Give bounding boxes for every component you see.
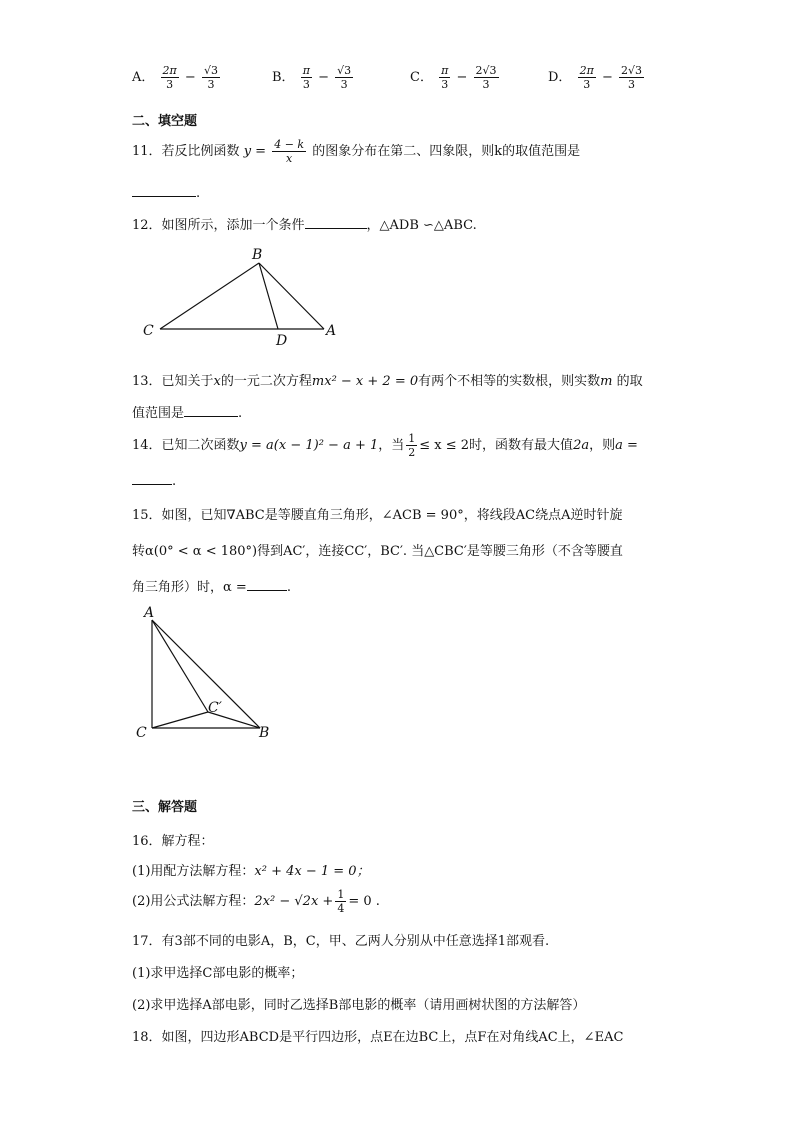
figure-rotated-triangle <box>132 600 282 746</box>
option-letter: C． <box>410 70 433 85</box>
answer-blank[interactable] <box>247 578 287 591</box>
question-17-part2: (2)求甲选择A部电影，同时乙选择B部电影的概率（请用画树状图的方法解答） <box>132 998 586 1013</box>
question-11-answer: . <box>132 184 200 201</box>
question-11: 11．若反比例函数 y = $\frac{4 - k}{x}$ 的图象分布在第二、四象限，则k的取值范围是 <box>132 138 581 165</box>
answer-blank[interactable] <box>132 184 196 197</box>
question-18-line1: 18．如图，四边形ABCD是平行四边形，点E在边BC上，点F在对角线AC上，∠EAC <box>132 1030 624 1045</box>
label-c-prime: C′ <box>208 700 222 716</box>
label-c: C <box>136 725 147 741</box>
question-13: 13．已知关于x的一元二次方程mx² − x + 2 = 0有两个不相等的实数根，则实数m 的取 <box>132 374 643 389</box>
question-15-line2: 转α(0° < α < 180°)得到AC′，连接CC′，BC′. 当△CBC′是等腰三角形（不含等腰直 <box>132 544 623 559</box>
label-c: C <box>143 323 154 339</box>
answer-blank[interactable] <box>132 472 172 485</box>
question-15-line1: 15．如图，已知∇ABC是等腰直角三角形，∠ACB = 90°，将线段AC绕点A逆时针旋 <box>132 508 623 523</box>
label-a: A <box>326 323 337 339</box>
question-16-title: 16．解方程： <box>132 834 214 849</box>
segment-cb <box>160 263 259 329</box>
segment-ac-prime <box>152 620 208 712</box>
option-c: C． $\frac{\pi}{3}$ − $\frac{2√3}{3}$ <box>410 64 497 91</box>
question-16-part2: (2)用公式法解方程：2x² − √2x + $\frac{1}{4}$ = 0 . <box>132 888 380 915</box>
option-b: B． $\frac{\pi}{3}$ − $\frac{√3}{3}$ <box>272 64 352 91</box>
question-15-line3: 角三角形）时，α = . <box>132 580 291 595</box>
option-letter: B． <box>272 70 295 85</box>
option-d: D． $\frac{2\pi}{3}$ − $\frac{2√3}{3}$ <box>548 64 643 91</box>
question-14-answer: . <box>132 472 176 489</box>
section-heading-fill-blank: 二、填空题 <box>132 114 198 129</box>
question-17-title: 17．有3部不同的电影A，B，C，甲、乙两人分别从中任意选择1部观看. <box>132 934 550 949</box>
label-d: D <box>276 333 288 349</box>
answer-blank[interactable] <box>305 216 367 229</box>
option-letter: D． <box>548 70 572 85</box>
question-12: 12．如图所示，添加一个条件 ，△ADB ∽△ABC. <box>132 218 477 233</box>
label-a: A <box>144 605 155 621</box>
option-a: A． $\frac{2\pi}{3}$ − $\frac{√3}{3}$ <box>132 64 218 91</box>
option-letter: A． <box>132 70 155 85</box>
segment-cc-prime <box>152 712 208 728</box>
label-b: B <box>252 247 263 263</box>
section-heading-solve: 三、解答题 <box>132 800 198 815</box>
label-b: B <box>259 725 270 741</box>
question-14: 14．已知二次函数y = a(x − 1)² − a + 1，当 $\frac{1}{2}$ ≤ x ≤ 2时，函数有最大值2a，则a = <box>132 432 638 459</box>
question-13-line2: 值范围是 . <box>132 406 243 421</box>
segment-ab <box>152 620 260 728</box>
answer-blank[interactable] <box>184 404 238 417</box>
figure-triangle-abc <box>138 242 348 350</box>
question-16-part1: (1)用配方法解方程：x² + 4x − 1 = 0； <box>132 864 370 879</box>
question-17-part1: (1)求甲选择C部电影的概率； <box>132 966 304 981</box>
